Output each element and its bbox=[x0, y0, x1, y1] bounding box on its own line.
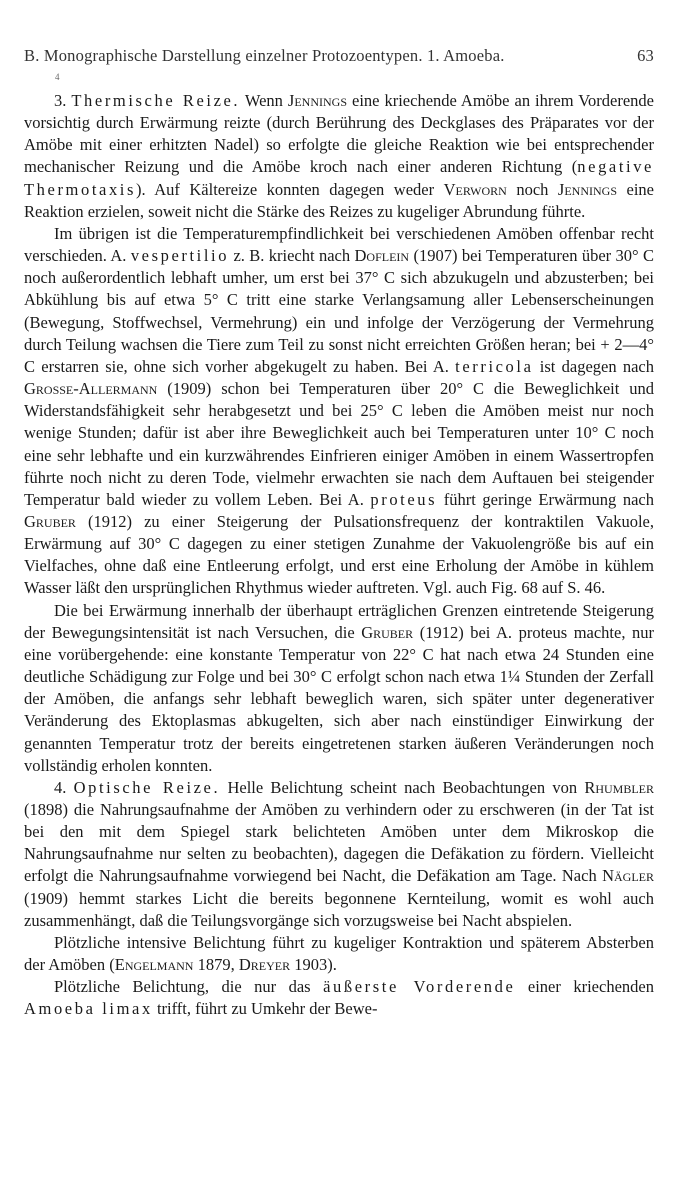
page-number: 63 bbox=[637, 46, 654, 65]
running-header bbox=[24, 46, 654, 66]
author-name: Jennings bbox=[287, 91, 347, 110]
author-name: Dreyer bbox=[238, 955, 291, 975]
paragraph-sudden-illumination: Plötzliche intensive Belichtung führt zu kugeliger Kontraktion und späterem Absterben der Amöben (Engelmann 1879, Dreyer 1903). bbox=[24, 932, 654, 975]
emphasis: negative Thermotaxis bbox=[24, 157, 654, 199]
running-title: B. Monographische Darstellung einzelner Protozoentypen. 1. Amoeba. bbox=[24, 46, 505, 65]
paragraph-partial-illumination: Plötzliche Belichtung, die nur das äußerste Vorderende einer kriechenden Amoeba limax trifft, führt zu Umkehr der Bewe- bbox=[24, 977, 654, 1019]
paragraph-optical-stimuli: 4. Optische Reize. Helle Belichtung scheint nach Beobachtungen von Rhumbler (1898) die Nahrungsaufnahme der Amöben zu verhindern oder zu erschweren (in der Tat ist bei den mit dem Spiegel stark belichteten Amöben unter dem Mikroskop die Nahrungsaufnahme nur selten zu beobachten), dagegen die Defäkation zu fördern. Vielleicht erfolgt die Nahrungsaufnahme vorwiegend bei Nacht, die Defäkation am Tage. Nach Nägler (1909) hemmt starkes Licht die bereits begonnene Kernteilung, womit es wohl auch zusammenhängt, daß die Teilungsvorgänge sich vorzugsweise bei Nacht abspielen. bbox=[24, 777, 655, 930]
author-name: Gruber bbox=[361, 622, 414, 642]
author-name: Nägler bbox=[602, 866, 654, 886]
species-name: proteus bbox=[370, 489, 438, 509]
section-number: 3. bbox=[54, 91, 67, 110]
species-name: Amoeba limax bbox=[24, 999, 153, 1019]
section-number: 4. bbox=[54, 777, 67, 797]
section-heading: Thermische Reize. bbox=[71, 91, 241, 110]
stray-mark: 4 bbox=[55, 72, 60, 82]
author-name: Gruber bbox=[24, 511, 76, 531]
author-name: Jennings bbox=[557, 179, 618, 199]
author-name: Verworn bbox=[443, 179, 507, 199]
section-heading: Optische Reize. bbox=[73, 777, 221, 797]
paragraph-thermal-stimuli: 3. Thermische Reize. Wenn Jennings eine kriechende Amöbe an ihrem Vorderende vorsichtig durch Erwärmung reizte (durch Berührung des Deckglases des Präparates vor der Amöbe mit einer erhitzten Nadel) so erfolgte die gleiche Reaktion wie bei entsprechender mechanischer Reizung und die Amöbe kroch nach einer anderen Richtung (negative Thermotaxis). Auf Kältereize konnten dagegen weder Verworn noch Jennings eine Reaktion erzielen, soweit nicht die Stärke des Reizes zu kugeliger Abrundung führte. bbox=[24, 91, 654, 221]
author-name: Engelmann bbox=[114, 955, 194, 975]
page-body bbox=[24, 90, 654, 1021]
emphasis: äußerste Vorderende bbox=[323, 977, 516, 997]
author-name: Rhumbler bbox=[584, 777, 655, 797]
species-name: terricola bbox=[455, 356, 534, 376]
author-name: Doflein bbox=[354, 246, 410, 266]
paragraph-heat-damage: Die bei Erwärmung innerhalb der überhaupt erträglichen Grenzen eintretende Steigerung der Bewegungsintensität ist nach Versuchen, die Gruber (1912) bei A. proteus machte, nur eine vorübergehende: eine konstante Temperatur von 22° C hat nach etwa 24 Stunden eine deutliche Schädigung zur Folge und bei 30° C erfolgt schon nach etwa 1¼ Stunden der Zerfall der Amöben, die anfangs sehr lebhaft beweglich waren, sich später unter degenerativer Veränderung des Ektoplasmas abkugelten, sich aber nach einstündiger Einwirkung der genannten Temperatur trotz der bereits eingetretenen starken äußeren Veränderungen noch vollständig erholen konnten. bbox=[24, 600, 654, 775]
paragraph-temperature-sensitivity: Im übrigen ist die Temperaturempfindlichkeit bei verschiedenen Amöben offenbar recht verschieden. A. vespertilio z. B. kriecht nach Doflein (1907) bei Temperaturen über 30° C noch außerordentlich lebhaft umher, um erst bei 37° C sich abzukugeln und abzusterben; bei Abkühlung bis auf etwa 5° C tritt eine starke Verlangsamung aller Lebenserscheinungen (Bewegung, Stoffwechsel, Vermehrung) ein und infolge der Verzögerung der Vermehrung durch Teilung wachsen die Tiere zum Teil zu sonst nicht erreichten Größen heran; bei + 2—4° C erstarren sie, ohne sich vorher abgekugelt zu haben. Bei A. terricola ist dagegen nach Grosse-Allermann (1909) schon bei Temperaturen über 20° C die Beweglichkeit und Widerstandsfähigkeit sehr herabgesetzt und bei 25° C leben die Amöben meist nur noch wenige Stunden; dafür ist aber ihre Beweglichkeit auch bei Temperaturen unter 10° C noch eine sehr lebhafte und ein kurzwährendes Einfrieren einiger Amöben in einem Wassertropfen führte noch nicht zu deren Tode, vielmehr erwachten sie nach dem Auftauen bei steigender Temperatur bald wieder zu vollem Leben. Bei A. proteus führt geringe Erwärmung nach Gruber (1912) zu einer Steigerung der Pulsationsfrequenz der kontraktilen Vakuole, Erwärmung auf 30° C dagegen zu einer stetigen Zunahme der Vakuolengröße bis auf ein Vielfaches, ohne daß eine Entleerung erfolgt, und erst eine Erholung der Amöbe in kühlem Wasser läßt den ursprünglichen Rhythmus wieder auftreten. Vgl. auch Fig. 68 auf S. 46. bbox=[24, 223, 654, 598]
species-name: vespertilio bbox=[130, 246, 230, 266]
author-name: Grosse-Allermann bbox=[24, 379, 158, 399]
